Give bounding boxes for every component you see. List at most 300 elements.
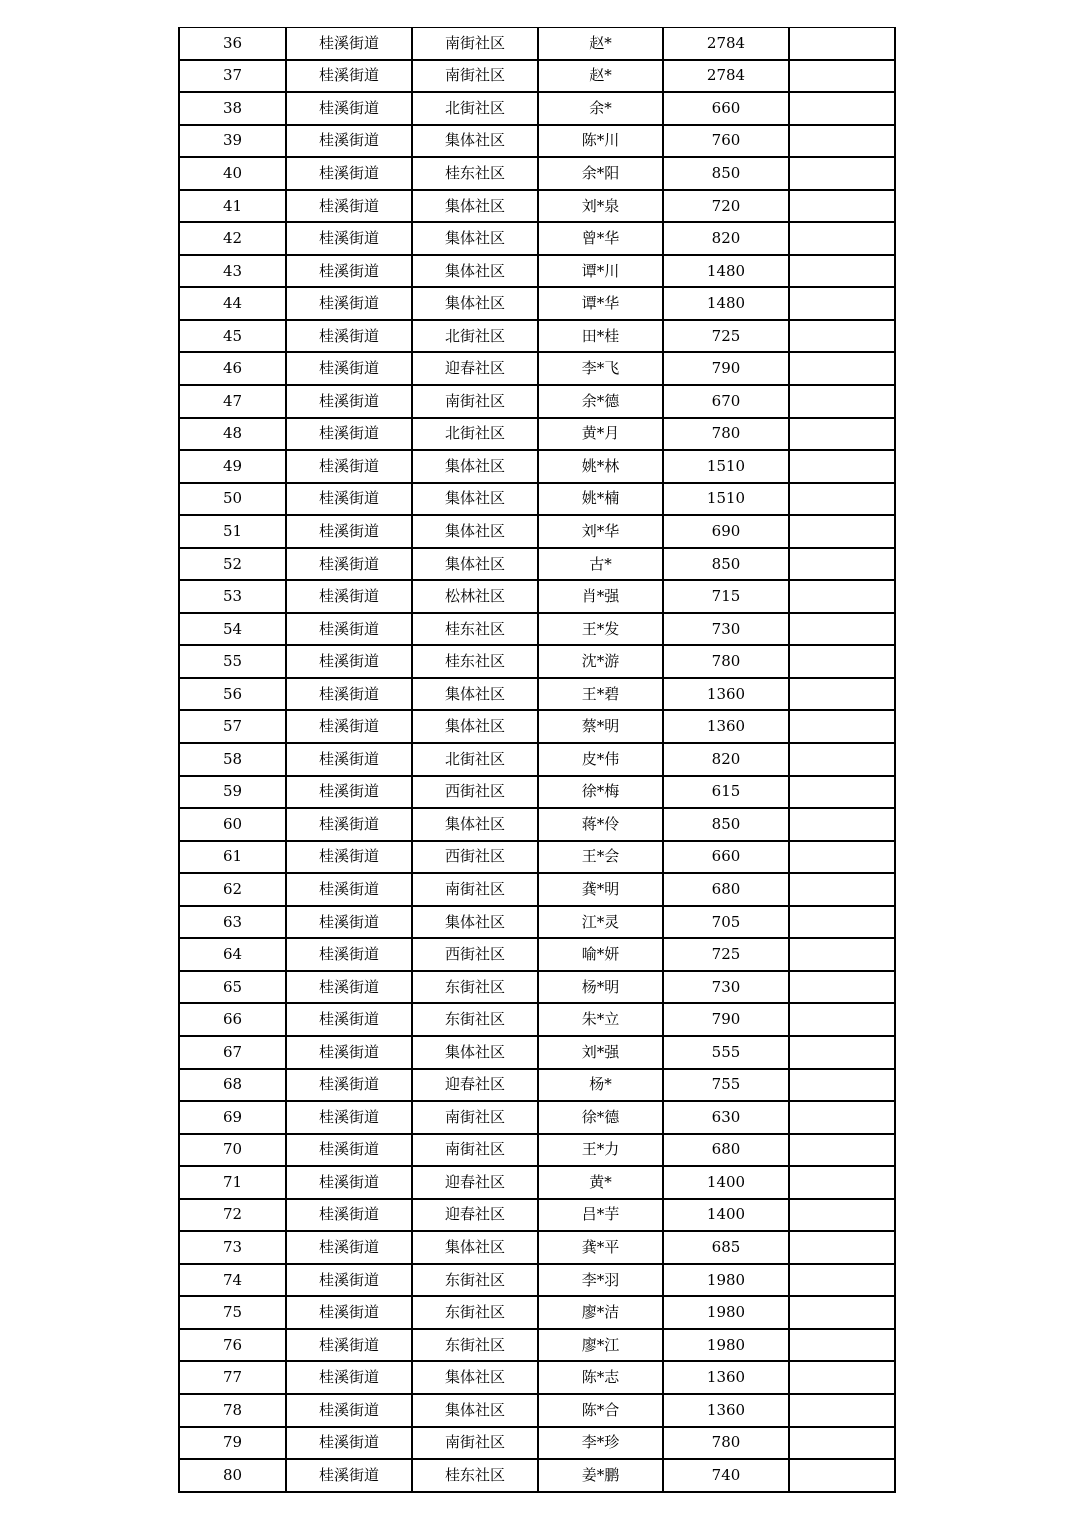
amount-cell: 1360 (663, 678, 789, 711)
table-row (179, 873, 895, 906)
amount-cell: 660 (663, 841, 789, 874)
street-cell: 桂溪街道 (286, 60, 412, 93)
table-row (179, 320, 895, 353)
community-cell: 集体社区 (412, 710, 538, 743)
amount-cell: 680 (663, 873, 789, 906)
street-cell: 桂溪街道 (286, 450, 412, 483)
row-number-cell: 73 (179, 1231, 286, 1264)
street-cell: 桂溪街道 (286, 1361, 412, 1394)
note-cell (789, 938, 895, 971)
community-cell: 松林社区 (412, 580, 538, 613)
community-cell: 东街社区 (412, 971, 538, 1004)
note-cell (789, 157, 895, 190)
row-number-cell: 65 (179, 971, 286, 1004)
table-row (179, 125, 895, 158)
amount-cell: 850 (663, 808, 789, 841)
row-number-cell: 52 (179, 548, 286, 581)
table-row (179, 222, 895, 255)
note-cell (789, 1394, 895, 1427)
row-number-cell: 44 (179, 287, 286, 320)
records-table (178, 27, 896, 1493)
community-cell: 集体社区 (412, 1036, 538, 1069)
amount-cell: 820 (663, 222, 789, 255)
note-cell (789, 352, 895, 385)
note-cell (789, 678, 895, 711)
note-cell (789, 1134, 895, 1167)
amount-cell: 1480 (663, 287, 789, 320)
amount-cell: 730 (663, 613, 789, 646)
street-cell: 桂溪街道 (286, 1264, 412, 1297)
table-row (179, 1003, 895, 1036)
row-number-cell: 66 (179, 1003, 286, 1036)
community-cell: 集体社区 (412, 1394, 538, 1427)
note-cell (789, 776, 895, 809)
note-cell (789, 60, 895, 93)
table-row (179, 450, 895, 483)
street-cell: 桂溪街道 (286, 971, 412, 1004)
community-cell: 南街社区 (412, 873, 538, 906)
note-cell (789, 320, 895, 353)
name-cell: 陈*合 (538, 1394, 663, 1427)
note-cell (789, 1069, 895, 1102)
street-cell: 桂溪街道 (286, 1101, 412, 1134)
street-cell: 桂溪街道 (286, 1036, 412, 1069)
row-number-cell: 76 (179, 1329, 286, 1362)
note-cell (789, 255, 895, 288)
community-cell: 东街社区 (412, 1264, 538, 1297)
street-cell: 桂溪街道 (286, 222, 412, 255)
amount-cell: 720 (663, 190, 789, 223)
community-cell: 南街社区 (412, 28, 538, 60)
amount-cell: 850 (663, 157, 789, 190)
name-cell: 赵* (538, 60, 663, 93)
name-cell: 李*珍 (538, 1427, 663, 1460)
note-cell (789, 743, 895, 776)
community-cell: 集体社区 (412, 1231, 538, 1264)
table-row (179, 255, 895, 288)
street-cell: 桂溪街道 (286, 841, 412, 874)
name-cell: 杨*明 (538, 971, 663, 1004)
name-cell: 余* (538, 92, 663, 125)
note-cell (789, 1101, 895, 1134)
community-cell: 西街社区 (412, 776, 538, 809)
row-number-cell: 40 (179, 157, 286, 190)
row-number-cell: 58 (179, 743, 286, 776)
row-number-cell: 70 (179, 1134, 286, 1167)
community-cell: 集体社区 (412, 515, 538, 548)
amount-cell: 615 (663, 776, 789, 809)
street-cell: 桂溪街道 (286, 1231, 412, 1264)
amount-cell: 555 (663, 1036, 789, 1069)
community-cell: 集体社区 (412, 125, 538, 158)
row-number-cell: 39 (179, 125, 286, 158)
street-cell: 桂溪街道 (286, 1394, 412, 1427)
row-number-cell: 45 (179, 320, 286, 353)
row-number-cell: 77 (179, 1361, 286, 1394)
amount-cell: 1980 (663, 1296, 789, 1329)
street-cell: 桂溪街道 (286, 515, 412, 548)
street-cell: 桂溪街道 (286, 157, 412, 190)
row-number-cell: 62 (179, 873, 286, 906)
community-cell: 西街社区 (412, 841, 538, 874)
row-number-cell: 69 (179, 1101, 286, 1134)
community-cell: 东街社区 (412, 1003, 538, 1036)
street-cell: 桂溪街道 (286, 320, 412, 353)
name-cell: 蒋*伶 (538, 808, 663, 841)
row-number-cell: 78 (179, 1394, 286, 1427)
row-number-cell: 59 (179, 776, 286, 809)
community-cell: 集体社区 (412, 678, 538, 711)
note-cell (789, 1361, 895, 1394)
community-cell: 东街社区 (412, 1296, 538, 1329)
row-number-cell: 43 (179, 255, 286, 288)
table-row (179, 1264, 895, 1297)
note-cell (789, 1199, 895, 1232)
name-cell: 皮*伟 (538, 743, 663, 776)
name-cell: 姚*楠 (538, 483, 663, 516)
row-number-cell: 54 (179, 613, 286, 646)
community-cell: 集体社区 (412, 483, 538, 516)
amount-cell: 725 (663, 938, 789, 971)
amount-cell: 2784 (663, 28, 789, 60)
name-cell: 刘*强 (538, 1036, 663, 1069)
amount-cell: 1400 (663, 1199, 789, 1232)
amount-cell: 730 (663, 971, 789, 1004)
note-cell (789, 450, 895, 483)
name-cell: 刘*华 (538, 515, 663, 548)
street-cell: 桂溪街道 (286, 580, 412, 613)
table-row (179, 60, 895, 93)
community-cell: 集体社区 (412, 255, 538, 288)
community-cell: 迎春社区 (412, 1069, 538, 1102)
note-cell (789, 1329, 895, 1362)
table-row (179, 548, 895, 581)
amount-cell: 670 (663, 385, 789, 418)
row-number-cell: 79 (179, 1427, 286, 1460)
row-number-cell: 48 (179, 418, 286, 451)
street-cell: 桂溪街道 (286, 418, 412, 451)
name-cell: 朱*立 (538, 1003, 663, 1036)
name-cell: 沈*游 (538, 645, 663, 678)
records-table-body (179, 28, 895, 1492)
community-cell: 集体社区 (412, 808, 538, 841)
street-cell: 桂溪街道 (286, 1296, 412, 1329)
street-cell: 桂溪街道 (286, 776, 412, 809)
name-cell: 蔡*明 (538, 710, 663, 743)
row-number-cell: 71 (179, 1166, 286, 1199)
name-cell: 陈*川 (538, 125, 663, 158)
street-cell: 桂溪街道 (286, 808, 412, 841)
amount-cell: 680 (663, 1134, 789, 1167)
note-cell (789, 222, 895, 255)
street-cell: 桂溪街道 (286, 385, 412, 418)
note-cell (789, 1036, 895, 1069)
amount-cell: 740 (663, 1459, 789, 1492)
note-cell (789, 418, 895, 451)
row-number-cell: 64 (179, 938, 286, 971)
note-cell (789, 190, 895, 223)
table-row (179, 92, 895, 125)
amount-cell: 1480 (663, 255, 789, 288)
name-cell: 徐*德 (538, 1101, 663, 1134)
name-cell: 古* (538, 548, 663, 581)
amount-cell: 1400 (663, 1166, 789, 1199)
row-number-cell: 75 (179, 1296, 286, 1329)
street-cell: 桂溪街道 (286, 548, 412, 581)
note-cell (789, 1231, 895, 1264)
street-cell: 桂溪街道 (286, 28, 412, 60)
row-number-cell: 37 (179, 60, 286, 93)
table-row (179, 418, 895, 451)
note-cell (789, 125, 895, 158)
table-row (179, 483, 895, 516)
row-number-cell: 80 (179, 1459, 286, 1492)
table-row (179, 385, 895, 418)
table-row (179, 1459, 895, 1492)
table-row (179, 1427, 895, 1460)
note-cell (789, 906, 895, 939)
amount-cell: 820 (663, 743, 789, 776)
name-cell: 江*灵 (538, 906, 663, 939)
street-cell: 桂溪街道 (286, 483, 412, 516)
amount-cell: 790 (663, 1003, 789, 1036)
note-cell (789, 808, 895, 841)
note-cell (789, 1459, 895, 1492)
row-number-cell: 61 (179, 841, 286, 874)
name-cell: 龚*平 (538, 1231, 663, 1264)
amount-cell: 850 (663, 548, 789, 581)
amount-cell: 1510 (663, 483, 789, 516)
community-cell: 桂东社区 (412, 157, 538, 190)
community-cell: 集体社区 (412, 222, 538, 255)
name-cell: 黄*月 (538, 418, 663, 451)
table-row (179, 1069, 895, 1102)
community-cell: 东街社区 (412, 1329, 538, 1362)
amount-cell: 780 (663, 418, 789, 451)
name-cell: 肖*强 (538, 580, 663, 613)
table-row (179, 776, 895, 809)
amount-cell: 1360 (663, 1394, 789, 1427)
amount-cell: 790 (663, 352, 789, 385)
name-cell: 王*发 (538, 613, 663, 646)
amount-cell: 1510 (663, 450, 789, 483)
street-cell: 桂溪街道 (286, 1134, 412, 1167)
amount-cell: 715 (663, 580, 789, 613)
street-cell: 桂溪街道 (286, 710, 412, 743)
name-cell: 曾*华 (538, 222, 663, 255)
amount-cell: 630 (663, 1101, 789, 1134)
name-cell: 李*飞 (538, 352, 663, 385)
community-cell: 桂东社区 (412, 613, 538, 646)
name-cell: 余*德 (538, 385, 663, 418)
table-row (179, 1361, 895, 1394)
note-cell (789, 515, 895, 548)
community-cell: 迎春社区 (412, 1166, 538, 1199)
note-cell (789, 1003, 895, 1036)
table-row (179, 1329, 895, 1362)
name-cell: 谭*华 (538, 287, 663, 320)
street-cell: 桂溪街道 (286, 1199, 412, 1232)
name-cell: 赵* (538, 28, 663, 60)
name-cell: 李*羽 (538, 1264, 663, 1297)
row-number-cell: 42 (179, 222, 286, 255)
table-row (179, 1231, 895, 1264)
amount-cell: 1360 (663, 710, 789, 743)
table-row (179, 841, 895, 874)
name-cell: 谭*川 (538, 255, 663, 288)
community-cell: 北街社区 (412, 743, 538, 776)
name-cell: 杨* (538, 1069, 663, 1102)
community-cell: 桂东社区 (412, 1459, 538, 1492)
table-row (179, 710, 895, 743)
street-cell: 桂溪街道 (286, 613, 412, 646)
row-number-cell: 49 (179, 450, 286, 483)
note-cell (789, 1166, 895, 1199)
community-cell: 南街社区 (412, 1427, 538, 1460)
name-cell: 廖*江 (538, 1329, 663, 1362)
amount-cell: 780 (663, 645, 789, 678)
street-cell: 桂溪街道 (286, 1329, 412, 1362)
community-cell: 南街社区 (412, 1134, 538, 1167)
row-number-cell: 50 (179, 483, 286, 516)
community-cell: 南街社区 (412, 1101, 538, 1134)
name-cell: 王*力 (538, 1134, 663, 1167)
name-cell: 余*阳 (538, 157, 663, 190)
table-row (179, 743, 895, 776)
community-cell: 集体社区 (412, 450, 538, 483)
community-cell: 南街社区 (412, 60, 538, 93)
street-cell: 桂溪街道 (286, 125, 412, 158)
note-cell (789, 580, 895, 613)
community-cell: 桂东社区 (412, 645, 538, 678)
table-row (179, 1296, 895, 1329)
note-cell (789, 92, 895, 125)
note-cell (789, 1264, 895, 1297)
note-cell (789, 645, 895, 678)
row-number-cell: 51 (179, 515, 286, 548)
row-number-cell: 55 (179, 645, 286, 678)
amount-cell: 1360 (663, 1361, 789, 1394)
street-cell: 桂溪街道 (286, 1427, 412, 1460)
community-cell: 迎春社区 (412, 352, 538, 385)
row-number-cell: 41 (179, 190, 286, 223)
community-cell: 集体社区 (412, 287, 538, 320)
street-cell: 桂溪街道 (286, 190, 412, 223)
row-number-cell: 63 (179, 906, 286, 939)
amount-cell: 660 (663, 92, 789, 125)
community-cell: 集体社区 (412, 906, 538, 939)
name-cell: 陈*志 (538, 1361, 663, 1394)
community-cell: 北街社区 (412, 92, 538, 125)
row-number-cell: 74 (179, 1264, 286, 1297)
row-number-cell: 68 (179, 1069, 286, 1102)
table-row (179, 613, 895, 646)
note-cell (789, 483, 895, 516)
table-row (179, 808, 895, 841)
row-number-cell: 72 (179, 1199, 286, 1232)
name-cell: 喻*妍 (538, 938, 663, 971)
amount-cell: 725 (663, 320, 789, 353)
street-cell: 桂溪街道 (286, 678, 412, 711)
name-cell: 王*会 (538, 841, 663, 874)
amount-cell: 780 (663, 1427, 789, 1460)
street-cell: 桂溪街道 (286, 1003, 412, 1036)
street-cell: 桂溪街道 (286, 287, 412, 320)
note-cell (789, 971, 895, 1004)
row-number-cell: 47 (179, 385, 286, 418)
table-row (179, 1199, 895, 1232)
name-cell: 姚*林 (538, 450, 663, 483)
community-cell: 集体社区 (412, 1361, 538, 1394)
amount-cell: 760 (663, 125, 789, 158)
street-cell: 桂溪街道 (286, 352, 412, 385)
amount-cell: 1980 (663, 1264, 789, 1297)
table-row (179, 352, 895, 385)
table-row (179, 515, 895, 548)
street-cell: 桂溪街道 (286, 873, 412, 906)
table-row (179, 971, 895, 1004)
table-row (179, 1036, 895, 1069)
amount-cell: 705 (663, 906, 789, 939)
community-cell: 集体社区 (412, 190, 538, 223)
amount-cell: 690 (663, 515, 789, 548)
row-number-cell: 67 (179, 1036, 286, 1069)
row-number-cell: 36 (179, 28, 286, 60)
amount-cell: 755 (663, 1069, 789, 1102)
table-row (179, 1166, 895, 1199)
name-cell: 龚*明 (538, 873, 663, 906)
table-row (179, 1134, 895, 1167)
name-cell: 王*碧 (538, 678, 663, 711)
row-number-cell: 57 (179, 710, 286, 743)
amount-cell: 2784 (663, 60, 789, 93)
table-row (179, 906, 895, 939)
name-cell: 田*桂 (538, 320, 663, 353)
note-cell (789, 710, 895, 743)
street-cell: 桂溪街道 (286, 938, 412, 971)
table-row (179, 678, 895, 711)
street-cell: 桂溪街道 (286, 743, 412, 776)
amount-cell: 685 (663, 1231, 789, 1264)
community-cell: 南街社区 (412, 385, 538, 418)
table-row (179, 28, 895, 60)
street-cell: 桂溪街道 (286, 92, 412, 125)
table-row (179, 645, 895, 678)
note-cell (789, 28, 895, 60)
table-row (179, 938, 895, 971)
table-row (179, 1101, 895, 1134)
row-number-cell: 60 (179, 808, 286, 841)
table-row (179, 1394, 895, 1427)
street-cell: 桂溪街道 (286, 906, 412, 939)
table-row (179, 190, 895, 223)
note-cell (789, 1296, 895, 1329)
street-cell: 桂溪街道 (286, 1069, 412, 1102)
table-row (179, 157, 895, 190)
name-cell: 黄* (538, 1166, 663, 1199)
street-cell: 桂溪街道 (286, 645, 412, 678)
note-cell (789, 1427, 895, 1460)
name-cell: 刘*泉 (538, 190, 663, 223)
note-cell (789, 841, 895, 874)
name-cell: 姜*鹏 (538, 1459, 663, 1492)
community-cell: 集体社区 (412, 548, 538, 581)
row-number-cell: 38 (179, 92, 286, 125)
row-number-cell: 56 (179, 678, 286, 711)
name-cell: 吕*芋 (538, 1199, 663, 1232)
name-cell: 廖*洁 (538, 1296, 663, 1329)
note-cell (789, 548, 895, 581)
